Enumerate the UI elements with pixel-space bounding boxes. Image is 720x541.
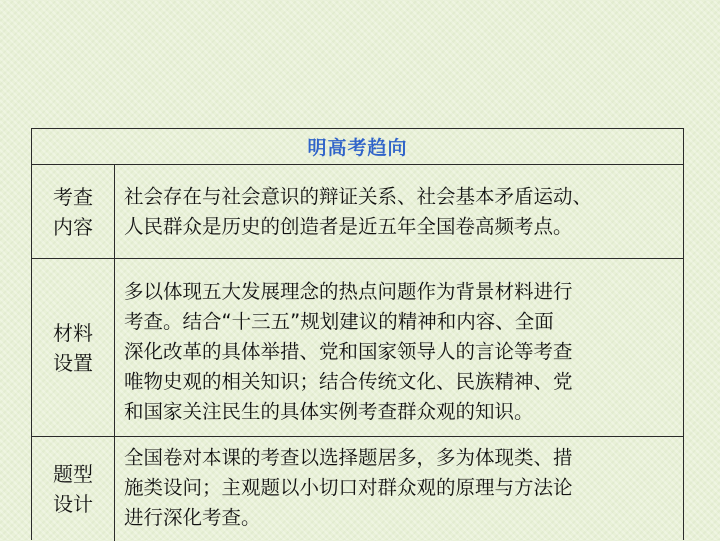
row-content-exam-content	[124, 182, 680, 242]
content-line: 深化改革的具体举措、党和国家领导人的言论等考查	[124, 340, 573, 363]
content-line: 多以体现五大发展理念的热点问题作为背景材料进行	[124, 280, 573, 303]
table-title: 明高考趋向	[307, 137, 408, 159]
row-label-question-design	[32, 437, 115, 541]
table-row-exam-content	[32, 165, 683, 259]
content-line: 唯物史观的相关知识；结合传统文化、民族精神、党	[124, 370, 573, 393]
content-line: 和国家关注民生的具体实例考查群众观的知识。	[124, 400, 534, 423]
row-label-line: 设计	[53, 492, 93, 516]
content-line: 考查。结合“十三五”规划建议的精神和内容、全面	[124, 310, 554, 333]
row-label-line: 考查	[53, 184, 93, 209]
content-line: 全国卷对本课的考查以选择题居多，多为体现类、措	[124, 446, 573, 469]
table-row-material-setting	[32, 259, 683, 437]
content-line: 社会存在与社会意识的辩证关系、社会基本矛盾运动、	[124, 185, 593, 208]
table-title-row	[32, 129, 683, 165]
row-label-line: 题型	[53, 462, 93, 486]
content-line: 人民群众是历史的创造者是近五年全国卷高频考点。	[124, 215, 573, 238]
row-label-line: 内容	[53, 214, 93, 239]
row-content-question-design	[124, 443, 680, 533]
row-content-material-setting	[124, 277, 680, 427]
row-label-material-setting	[32, 259, 115, 436]
content-line: 进行深化考查。	[124, 506, 261, 529]
content-line: 施类设问；主观题以小切口对群众观的原理与方法论	[124, 476, 573, 499]
row-label-line: 设置	[53, 350, 93, 375]
row-label-exam-content	[32, 165, 115, 258]
table-row-question-design	[32, 437, 683, 541]
exam-trend-table	[31, 128, 684, 540]
row-label-line: 材料	[53, 320, 93, 345]
